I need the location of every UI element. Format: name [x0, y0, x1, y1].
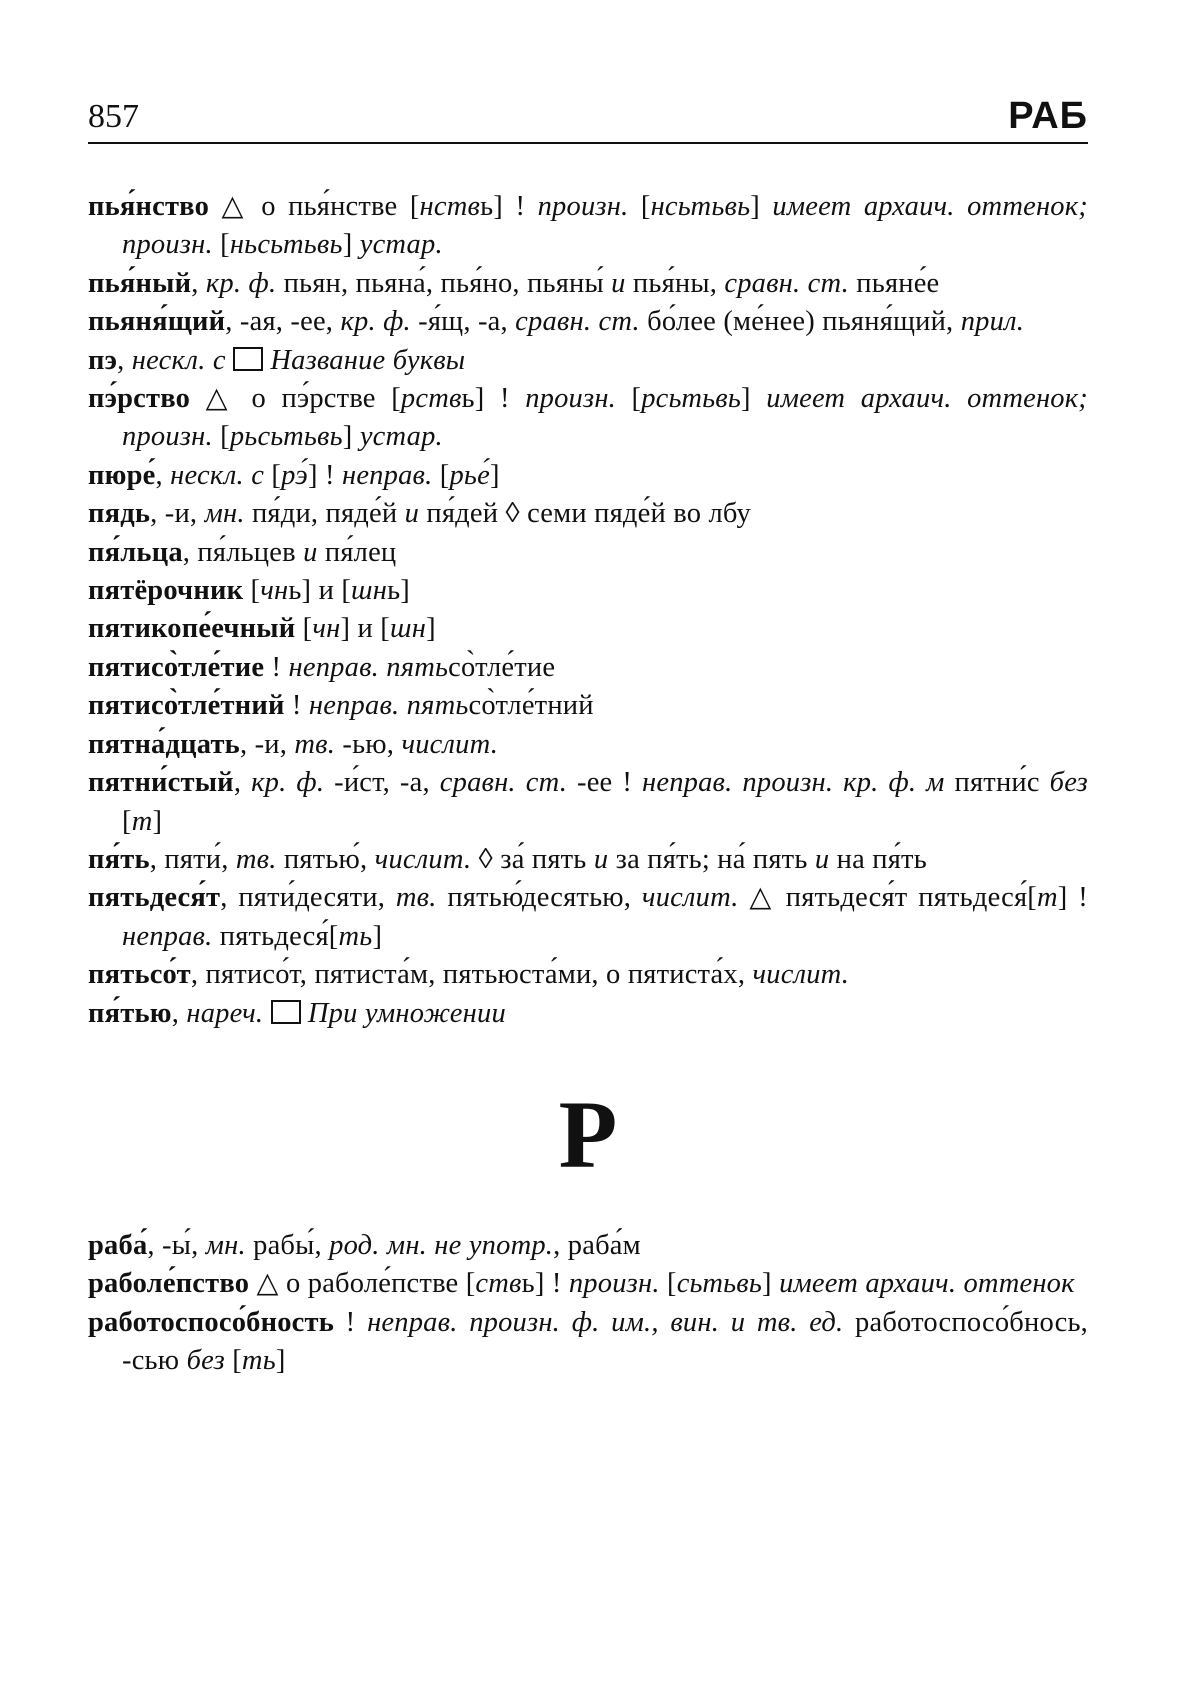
- grammar-label: рсьтьвь: [641, 383, 742, 415]
- entry-text: пя́дей ◊ семи пяде́й во лбу: [419, 498, 751, 530]
- dictionary-entry: [88, 610, 1088, 648]
- entry-text: , пя́льцев: [182, 536, 304, 568]
- entry-text: [301, 998, 308, 1029]
- entry-text: ◊ за́ пять: [471, 843, 594, 875]
- entry-text: [: [224, 1345, 242, 1377]
- entry-text: ь] !: [480, 191, 538, 222]
- entry-text: ]: [342, 421, 360, 453]
- entry-text: , -ы́,: [147, 1229, 206, 1261]
- entry-text: на пя́ть: [829, 843, 927, 875]
- grammar-label: нств: [419, 191, 481, 222]
- grammar-label: ств: [475, 1268, 522, 1300]
- entry-text: , пяти́десяти,: [220, 882, 396, 914]
- entry-text: △ пятьдеся́т пятьдеся́[: [738, 882, 1037, 914]
- dictionary-entry: [88, 841, 1088, 879]
- grammar-label: мн.: [205, 1229, 246, 1261]
- grammar-label: неправ.: [341, 459, 433, 491]
- grammar-label: сравн. ст.: [439, 767, 568, 799]
- entry-text: пьян, пьяна́, пья́но, пьяны́: [276, 267, 612, 299]
- entry-text: △ о пэ́рстве [: [190, 383, 401, 415]
- entry-text: [: [616, 383, 642, 415]
- dictionary-entry: [88, 303, 1088, 341]
- entry-text: ] и [: [340, 613, 390, 645]
- entry-text: пятью́,: [276, 843, 375, 875]
- entry-text: -ью,: [335, 728, 402, 760]
- grammar-label: прил.: [960, 306, 1025, 338]
- dictionary-entry: [88, 956, 1088, 994]
- headword: пятьсо́т: [88, 959, 191, 991]
- grammar-label: неправ. пять: [308, 690, 469, 722]
- grammar-label: ньсьтьвь: [229, 229, 343, 261]
- headword: работоспосо́бность: [88, 1306, 334, 1338]
- grammar-label: нескл. с: [131, 344, 226, 376]
- dictionary-entry: [88, 879, 1088, 956]
- entry-text: ь] !: [521, 1268, 569, 1300]
- grammar-label: т: [131, 805, 153, 837]
- grammar-label: и: [593, 843, 609, 875]
- entry-text: ]: [152, 805, 163, 837]
- entry-text: , пяти́,: [149, 843, 236, 875]
- entry-text: !: [284, 690, 309, 722]
- grammar-label: произн.: [568, 1268, 660, 1300]
- grammar-label: и: [303, 536, 318, 568]
- headword: пэ: [88, 344, 118, 376]
- square-box-icon: [233, 347, 263, 371]
- grammar-label: рств: [400, 383, 462, 415]
- grammar-label: чн: [260, 575, 289, 607]
- grammar-label: устар.: [359, 229, 443, 261]
- grammar-label: произн.: [525, 383, 616, 415]
- grammar-label: имеет архаич. оттенок; произн.: [122, 191, 1088, 261]
- grammar-label: сравн. ст.: [724, 267, 849, 299]
- dictionary-entry: [88, 265, 1088, 303]
- entry-text: ,: [233, 767, 252, 799]
- grammar-label: кр. ф.: [251, 767, 325, 799]
- entry-text: пятьдеся́[: [212, 920, 339, 952]
- grammar-label: имеет архаич. оттенок: [779, 1268, 1075, 1300]
- entry-text: ь] и [: [288, 575, 352, 607]
- entry-text: , раба́м: [553, 1229, 641, 1261]
- entry-text: пя́лец: [317, 536, 397, 568]
- entry-text: работоспосо́бнось, -сью: [122, 1306, 1088, 1377]
- grammar-label: рьсьтьвь: [229, 421, 343, 453]
- grammar-label: неправ. пять: [288, 651, 449, 683]
- entry-text: [226, 345, 233, 376]
- grammar-label: тв.: [294, 728, 336, 760]
- entry-text: ь] !: [461, 383, 526, 415]
- dictionary-entry: [88, 495, 1088, 533]
- entry-text: !: [333, 1306, 368, 1338]
- grammar-label: нсьтьвь: [650, 191, 751, 222]
- entry-text: ]: [342, 229, 360, 261]
- grammar-label: При умножении: [307, 997, 506, 1029]
- dictionary-entry: [88, 687, 1088, 725]
- entry-text: ]: [372, 920, 383, 952]
- dictionary-entry: [88, 649, 1088, 687]
- grammar-label: неправ. произн. ф. им., вин. и тв. ед.: [367, 1306, 844, 1338]
- entry-text: бо́лее (ме́нее) пьяня́щий,: [639, 306, 961, 338]
- entry-text: !: [264, 651, 289, 683]
- entry-text: △ о раболе́пстве [: [249, 1268, 476, 1300]
- entry-text: ]: [275, 1345, 286, 1377]
- entry-text: ] !: [1057, 882, 1088, 914]
- entry-text: ]: [489, 459, 500, 491]
- grammar-label: сьтьвь: [676, 1268, 763, 1300]
- grammar-label: рье́: [449, 459, 490, 491]
- entry-text: , -ая, -ее,: [225, 306, 341, 338]
- entry-text: [: [264, 459, 282, 491]
- entry-text: [: [212, 229, 230, 261]
- running-head: РАБ: [1008, 95, 1088, 137]
- grammar-label: нареч.: [186, 997, 264, 1029]
- headword: пюре́: [88, 459, 156, 491]
- dictionary-page: [88, 80, 1088, 1381]
- entry-text: ,: [191, 267, 206, 299]
- grammar-label: числит.: [374, 843, 472, 875]
- entry-text: [: [295, 613, 313, 645]
- entry-text: [: [243, 575, 261, 607]
- dictionary-entry: [88, 1265, 1088, 1303]
- entries-section-p: [88, 188, 1088, 1033]
- entry-text: ь]: [387, 575, 410, 607]
- grammar-label: нескл. с: [170, 459, 265, 491]
- entries-section-r: [88, 1227, 1088, 1381]
- entry-text: △ о пья́нстве [: [209, 191, 420, 222]
- headword: пятисо̀тле́тие: [88, 651, 265, 683]
- entry-text: [: [212, 421, 230, 453]
- grammar-label: шн: [390, 613, 427, 645]
- entry-text: , пятисо́т, пятиста́м, пятьюста́ми, о пятиста́х,: [190, 959, 753, 991]
- grammar-label: числит.: [401, 728, 499, 760]
- headword: раба́: [88, 1229, 148, 1261]
- dictionary-entry: [88, 342, 1088, 380]
- grammar-label: тв.: [235, 843, 277, 875]
- grammar-label: чн: [312, 613, 341, 645]
- grammar-label: шн: [351, 575, 388, 607]
- entry-text: ]: [750, 191, 773, 222]
- entry-text: -и́ст, -а,: [324, 767, 440, 799]
- entry-text: рабы́,: [245, 1229, 330, 1261]
- dictionary-entry: [88, 726, 1088, 764]
- entry-text: [: [122, 805, 132, 837]
- grammar-label: числит.: [641, 882, 739, 914]
- headword: пятикопе́ечный: [88, 613, 296, 645]
- headword: пятни́стый: [88, 767, 234, 799]
- headword: пьяня́щий: [88, 306, 226, 338]
- grammar-label: числит.: [752, 959, 850, 991]
- page-header: [88, 80, 1088, 144]
- page-number: 857: [88, 98, 139, 135]
- entry-text: пьяне́е: [848, 267, 940, 299]
- dictionary-entry: [88, 764, 1088, 841]
- dictionary-entry: [88, 457, 1088, 495]
- entry-text: , -и,: [239, 728, 295, 760]
- dictionary-entry: [88, 1304, 1088, 1381]
- entry-text: пятни́с: [944, 767, 1050, 799]
- grammar-label: имеет архаич. оттенок; произн.: [122, 383, 1088, 453]
- grammar-label: произн.: [537, 191, 629, 222]
- entry-text: ]: [741, 383, 767, 415]
- grammar-label: и: [611, 267, 626, 299]
- headword: пятьдеся́т: [88, 882, 221, 914]
- grammar-label: и: [404, 498, 420, 530]
- dictionary-entry: [88, 1227, 1088, 1265]
- entry-text: со̀тле́тие: [448, 651, 556, 683]
- headword: пэ́рство: [88, 383, 191, 415]
- dictionary-entry: [88, 995, 1088, 1033]
- grammar-label: устар.: [359, 421, 443, 453]
- entry-text: [: [659, 1268, 677, 1300]
- grammar-label: неправ.: [122, 920, 213, 952]
- grammar-label: и: [814, 843, 830, 875]
- section-letter: Р: [558, 1080, 618, 1188]
- dictionary-entry: [88, 534, 1088, 572]
- entry-text: -ее !: [567, 767, 643, 799]
- entry-text: ,: [171, 997, 187, 1029]
- grammar-label: без: [1049, 767, 1088, 799]
- grammar-label: ть: [241, 1345, 276, 1377]
- entry-text: ] !: [307, 459, 342, 491]
- headword: пядь: [88, 498, 151, 530]
- entry-text: ,: [117, 344, 132, 376]
- headword: пя́ть: [88, 843, 150, 875]
- grammar-label: неправ. произн. кр. ф. м: [642, 767, 945, 799]
- grammar-label: Название буквы: [270, 344, 466, 376]
- grammar-label: рэ́: [281, 459, 308, 491]
- entry-text: пья́ны,: [625, 267, 725, 299]
- headword: пя́тью: [88, 997, 172, 1029]
- entry-text: -я́щ, -а,: [410, 306, 516, 338]
- headword: пятисо̀тле́тний: [88, 690, 285, 722]
- entry-text: пятью́десятью,: [436, 882, 642, 914]
- headword: пятёрочник: [88, 575, 244, 607]
- entry-text: [: [432, 459, 450, 491]
- grammar-label: род. мн. не употр.: [329, 1229, 554, 1261]
- headword: пятна́дцать: [88, 728, 240, 760]
- dictionary-entry: [88, 188, 1088, 265]
- grammar-label: т: [1036, 882, 1058, 914]
- grammar-label: кр. ф.: [340, 306, 411, 338]
- dictionary-entry: [88, 572, 1088, 610]
- grammar-label: кр. ф.: [205, 267, 277, 299]
- headword: пья́ный: [88, 267, 192, 299]
- entry-text: , -и,: [150, 498, 205, 530]
- entry-text: пя́ди, пяде́й: [244, 498, 405, 530]
- headword: пя́льца: [88, 536, 183, 568]
- grammar-label: мн.: [204, 498, 245, 530]
- grammar-label: тв.: [395, 882, 437, 914]
- dictionary-entry: [88, 380, 1088, 457]
- headword: раболе́пство: [88, 1268, 250, 1300]
- entry-text: ]: [762, 1268, 780, 1300]
- entry-text: [: [628, 191, 651, 222]
- entry-text: ,: [155, 459, 171, 491]
- entry-text: [263, 998, 270, 1029]
- grammar-label: ть: [338, 920, 373, 952]
- grammar-label: без: [186, 1345, 225, 1377]
- square-box-icon: [271, 1000, 301, 1024]
- entry-text: со̀тле́тний: [468, 690, 594, 722]
- entry-text: ]: [426, 613, 436, 645]
- headword: пья́нство: [88, 191, 210, 222]
- entry-text: за пя́ть; на́ пять: [608, 843, 815, 875]
- grammar-label: сравн. ст.: [515, 306, 640, 338]
